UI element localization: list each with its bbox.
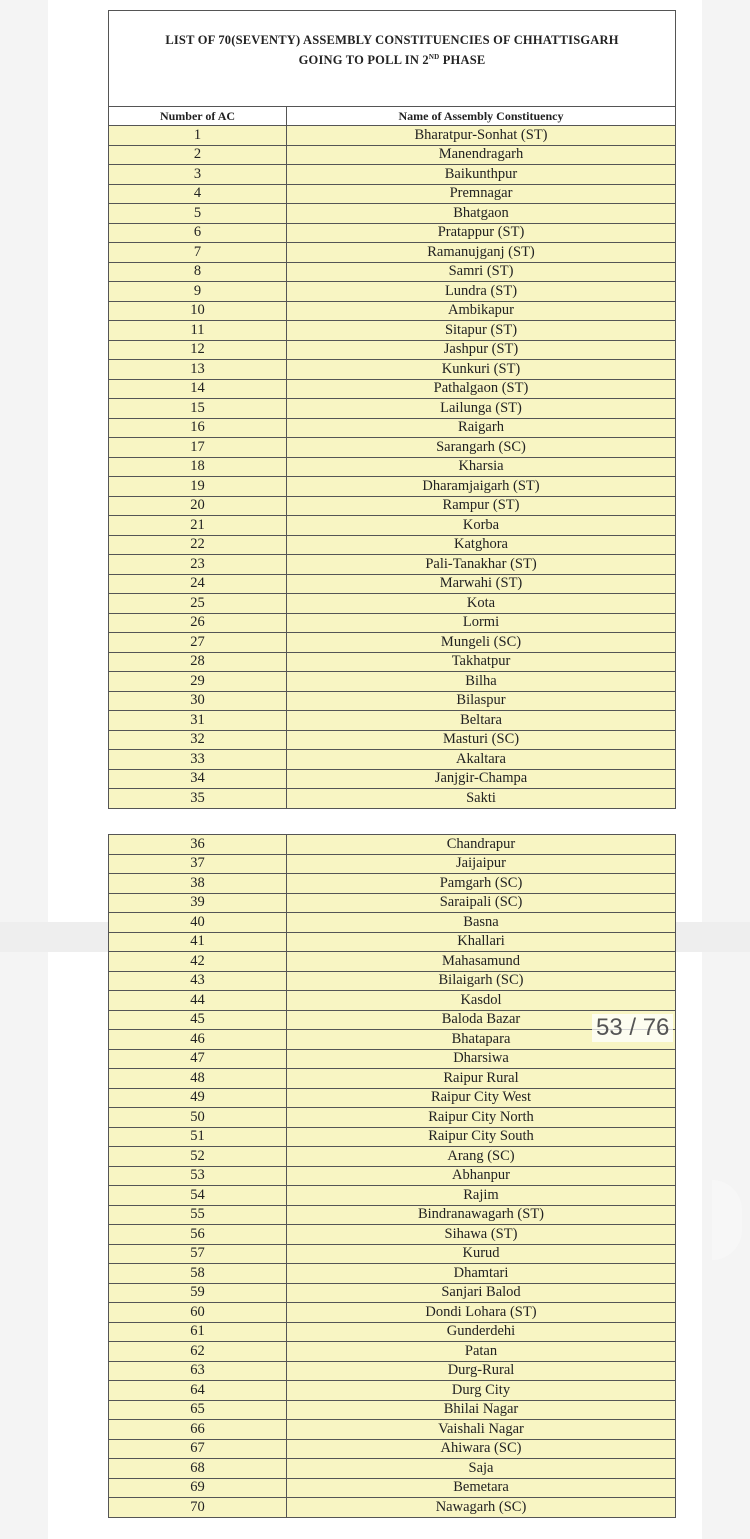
ac-name-cell: Bilaspur bbox=[287, 691, 676, 711]
table-row bbox=[109, 282, 676, 302]
ac-name-cell: Takhatpur bbox=[287, 652, 676, 672]
ac-number-cell: 42 bbox=[109, 952, 287, 972]
ac-number-cell: 37 bbox=[109, 854, 287, 874]
ac-number-cell: 39 bbox=[109, 893, 287, 913]
ac-name-cell: Ramanujganj (ST) bbox=[287, 243, 676, 263]
ac-number-cell: 35 bbox=[109, 789, 287, 809]
ac-name-cell: Sitapur (ST) bbox=[287, 321, 676, 341]
ac-name-cell: Saja bbox=[287, 1459, 676, 1479]
ac-number-cell: 1 bbox=[109, 126, 287, 146]
table-row bbox=[109, 1166, 676, 1186]
ac-name-cell: Nawagarh (SC) bbox=[287, 1498, 676, 1518]
ac-name-cell: Baikunthpur bbox=[287, 165, 676, 185]
ac-name-cell: Janjgir-Champa bbox=[287, 769, 676, 789]
ac-name-cell: Samri (ST) bbox=[287, 262, 676, 282]
ac-name-cell: Dharamjaigarh (ST) bbox=[287, 477, 676, 497]
table-row bbox=[109, 932, 676, 952]
ac-name-cell: Vaishali Nagar bbox=[287, 1420, 676, 1440]
ac-name-cell: Dondi Lohara (ST) bbox=[287, 1303, 676, 1323]
ac-number-cell: 8 bbox=[109, 262, 287, 282]
ac-number-cell: 10 bbox=[109, 301, 287, 321]
ac-number-cell: 57 bbox=[109, 1244, 287, 1264]
ac-number-cell: 18 bbox=[109, 457, 287, 477]
table-row bbox=[109, 1049, 676, 1069]
table-row bbox=[109, 184, 676, 204]
table-row bbox=[109, 750, 676, 770]
ac-name-cell: Korba bbox=[287, 516, 676, 536]
ac-name-cell: Durg City bbox=[287, 1381, 676, 1401]
ac-number-cell: 23 bbox=[109, 555, 287, 575]
ac-name-cell: Beltara bbox=[287, 711, 676, 731]
ac-name-cell: Raipur City South bbox=[287, 1127, 676, 1147]
table-row bbox=[109, 379, 676, 399]
table-row bbox=[109, 360, 676, 380]
table-row bbox=[109, 1127, 676, 1147]
ac-name-cell: Ahiwara (SC) bbox=[287, 1439, 676, 1459]
viewer-background-right bbox=[702, 0, 750, 1539]
table-row bbox=[109, 477, 676, 497]
ac-number-cell: 45 bbox=[109, 1010, 287, 1030]
ac-name-cell: Raigarh bbox=[287, 418, 676, 438]
ac-name-cell: Bemetara bbox=[287, 1478, 676, 1498]
ac-number-cell: 36 bbox=[109, 835, 287, 855]
ac-name-cell: Abhanpur bbox=[287, 1166, 676, 1186]
table-row bbox=[109, 1010, 676, 1030]
table-row bbox=[109, 1069, 676, 1089]
ac-name-cell: Mahasamund bbox=[287, 952, 676, 972]
header-number-of-ac: Number of AC bbox=[109, 107, 287, 126]
ac-name-cell: Raipur Rural bbox=[287, 1069, 676, 1089]
viewer-background-left bbox=[0, 0, 48, 1539]
ac-name-cell: Bhilai Nagar bbox=[287, 1400, 676, 1420]
ac-name-cell: Kota bbox=[287, 594, 676, 614]
ac-number-cell: 46 bbox=[109, 1030, 287, 1050]
table-row bbox=[109, 1088, 676, 1108]
table-row bbox=[109, 1478, 676, 1498]
table-row bbox=[109, 1361, 676, 1381]
table-row bbox=[109, 516, 676, 536]
ac-name-cell: Kunkuri (ST) bbox=[287, 360, 676, 380]
ac-number-cell: 40 bbox=[109, 913, 287, 933]
table-row bbox=[109, 613, 676, 633]
ac-name-cell: Dhamtari bbox=[287, 1264, 676, 1284]
ac-number-cell: 65 bbox=[109, 1400, 287, 1420]
table-row bbox=[109, 126, 676, 146]
ac-number-cell: 69 bbox=[109, 1478, 287, 1498]
ac-name-cell: Arang (SC) bbox=[287, 1147, 676, 1167]
table-row bbox=[109, 672, 676, 692]
ac-name-cell: Saraipali (SC) bbox=[287, 893, 676, 913]
ac-number-cell: 56 bbox=[109, 1225, 287, 1245]
ac-name-cell: Bilha bbox=[287, 672, 676, 692]
ac-number-cell: 49 bbox=[109, 1088, 287, 1108]
table-row bbox=[109, 633, 676, 653]
table-row bbox=[109, 301, 676, 321]
table-row bbox=[109, 496, 676, 516]
table-row bbox=[109, 769, 676, 789]
table-row bbox=[109, 165, 676, 185]
table-row bbox=[109, 243, 676, 263]
ac-number-cell: 50 bbox=[109, 1108, 287, 1128]
ac-number-cell: 3 bbox=[109, 165, 287, 185]
ac-name-cell: Mungeli (SC) bbox=[287, 633, 676, 653]
ac-name-cell: Bhatapara bbox=[287, 1030, 676, 1050]
table-row bbox=[109, 418, 676, 438]
table-row bbox=[109, 535, 676, 555]
ac-number-cell: 19 bbox=[109, 477, 287, 497]
table-row bbox=[109, 1342, 676, 1362]
ac-name-cell: Premnagar bbox=[287, 184, 676, 204]
table-row bbox=[109, 893, 676, 913]
ac-number-cell: 68 bbox=[109, 1459, 287, 1479]
ac-name-cell: Jaijaipur bbox=[287, 854, 676, 874]
ac-name-cell: Sakti bbox=[287, 789, 676, 809]
ac-number-cell: 21 bbox=[109, 516, 287, 536]
table-row bbox=[109, 321, 676, 341]
title-line-2-suffix: PHASE bbox=[439, 53, 486, 68]
title-line-2-prefix: GOING TO POLL IN 2 bbox=[298, 53, 429, 68]
ac-name-cell: Pali-Tanakhar (ST) bbox=[287, 555, 676, 575]
table-row bbox=[109, 1205, 676, 1225]
table-row bbox=[109, 1498, 676, 1518]
ac-number-cell: 67 bbox=[109, 1439, 287, 1459]
ac-number-cell: 13 bbox=[109, 360, 287, 380]
ac-number-cell: 33 bbox=[109, 750, 287, 770]
ac-number-cell: 30 bbox=[109, 691, 287, 711]
ac-number-cell: 44 bbox=[109, 991, 287, 1011]
ac-number-cell: 64 bbox=[109, 1381, 287, 1401]
table-row bbox=[109, 399, 676, 419]
ac-number-cell: 12 bbox=[109, 340, 287, 360]
ac-number-cell: 26 bbox=[109, 613, 287, 633]
ac-name-cell: Lundra (ST) bbox=[287, 282, 676, 302]
ac-number-cell: 61 bbox=[109, 1322, 287, 1342]
table-row bbox=[109, 574, 676, 594]
ac-number-cell: 31 bbox=[109, 711, 287, 731]
ac-name-cell: Bindranawagarh (ST) bbox=[287, 1205, 676, 1225]
table-row bbox=[109, 1420, 676, 1440]
ac-number-cell: 55 bbox=[109, 1205, 287, 1225]
table-row bbox=[109, 340, 676, 360]
ac-name-cell: Sarangarh (SC) bbox=[287, 438, 676, 458]
ac-name-cell: Raipur City North bbox=[287, 1108, 676, 1128]
ac-number-cell: 14 bbox=[109, 379, 287, 399]
ac-number-cell: 5 bbox=[109, 204, 287, 224]
ac-number-cell: 41 bbox=[109, 932, 287, 952]
table-row bbox=[109, 1303, 676, 1323]
table-row bbox=[109, 1186, 676, 1206]
table-row bbox=[109, 1147, 676, 1167]
ac-number-cell: 7 bbox=[109, 243, 287, 263]
table-row bbox=[109, 1381, 676, 1401]
table-row bbox=[109, 913, 676, 933]
ac-number-cell: 24 bbox=[109, 574, 287, 594]
ac-number-cell: 48 bbox=[109, 1069, 287, 1089]
ac-number-cell: 70 bbox=[109, 1498, 287, 1518]
table-row bbox=[109, 1030, 676, 1050]
ac-name-cell: Patan bbox=[287, 1342, 676, 1362]
ac-name-cell: Pratappur (ST) bbox=[287, 223, 676, 243]
ac-name-cell: Kharsia bbox=[287, 457, 676, 477]
title-line-2-sup: ND bbox=[428, 53, 440, 61]
table-row bbox=[109, 952, 676, 972]
ac-name-cell: Rampur (ST) bbox=[287, 496, 676, 516]
page-counter: 53 / 76 bbox=[592, 1014, 673, 1042]
table-row bbox=[109, 652, 676, 672]
ac-name-cell: Sihawa (ST) bbox=[287, 1225, 676, 1245]
ac-name-cell: Ambikapur bbox=[287, 301, 676, 321]
ac-number-cell: 17 bbox=[109, 438, 287, 458]
ac-name-cell: Rajim bbox=[287, 1186, 676, 1206]
ac-number-cell: 9 bbox=[109, 282, 287, 302]
ac-number-cell: 32 bbox=[109, 730, 287, 750]
table-row bbox=[109, 594, 676, 614]
document-title-box bbox=[108, 10, 676, 106]
ac-number-cell: 16 bbox=[109, 418, 287, 438]
table-row bbox=[109, 223, 676, 243]
constituency-table-page-2 bbox=[108, 834, 676, 1518]
ac-number-cell: 60 bbox=[109, 1303, 287, 1323]
table-row bbox=[109, 711, 676, 731]
ac-number-cell: 47 bbox=[109, 1049, 287, 1069]
ac-name-cell: Chandrapur bbox=[287, 835, 676, 855]
ac-name-cell: Kurud bbox=[287, 1244, 676, 1264]
ac-number-cell: 38 bbox=[109, 874, 287, 894]
ac-number-cell: 54 bbox=[109, 1186, 287, 1206]
ac-name-cell: Sanjari Balod bbox=[287, 1283, 676, 1303]
table-row bbox=[109, 1225, 676, 1245]
table-header-row bbox=[109, 107, 676, 126]
table-row bbox=[109, 691, 676, 711]
title-line-1: LIST OF 70(SEVENTY) ASSEMBLY CONSTITUENCIES OF CHHATTISGARH bbox=[165, 33, 619, 47]
ac-name-cell: Jashpur (ST) bbox=[287, 340, 676, 360]
table-row bbox=[109, 145, 676, 165]
table-row bbox=[109, 438, 676, 458]
ac-name-cell: Lormi bbox=[287, 613, 676, 633]
ac-number-cell: 34 bbox=[109, 769, 287, 789]
ac-name-cell: Basna bbox=[287, 913, 676, 933]
ac-name-cell: Dharsiwa bbox=[287, 1049, 676, 1069]
ac-number-cell: 6 bbox=[109, 223, 287, 243]
ac-name-cell: Raipur City West bbox=[287, 1088, 676, 1108]
ac-name-cell: Gunderdehi bbox=[287, 1322, 676, 1342]
ac-number-cell: 53 bbox=[109, 1166, 287, 1186]
ac-number-cell: 4 bbox=[109, 184, 287, 204]
ac-number-cell: 2 bbox=[109, 145, 287, 165]
ac-number-cell: 11 bbox=[109, 321, 287, 341]
ac-name-cell: Kasdol bbox=[287, 991, 676, 1011]
table-row bbox=[109, 204, 676, 224]
ac-number-cell: 63 bbox=[109, 1361, 287, 1381]
table-row bbox=[109, 835, 676, 855]
ac-name-cell: Lailunga (ST) bbox=[287, 399, 676, 419]
ac-number-cell: 62 bbox=[109, 1342, 287, 1362]
ac-number-cell: 52 bbox=[109, 1147, 287, 1167]
table-row bbox=[109, 1108, 676, 1128]
ac-name-cell: Baloda Bazar bbox=[287, 1010, 676, 1030]
ac-name-cell: Manendragarh bbox=[287, 145, 676, 165]
ac-name-cell: Bilaigarh (SC) bbox=[287, 971, 676, 991]
table-row bbox=[109, 1400, 676, 1420]
table-row bbox=[109, 1459, 676, 1479]
ac-number-cell: 59 bbox=[109, 1283, 287, 1303]
table-row bbox=[109, 262, 676, 282]
ac-name-cell: Bharatpur-Sonhat (ST) bbox=[287, 126, 676, 146]
ac-number-cell: 28 bbox=[109, 652, 287, 672]
table-row bbox=[109, 789, 676, 809]
ac-number-cell: 58 bbox=[109, 1264, 287, 1284]
ac-number-cell: 43 bbox=[109, 971, 287, 991]
ac-name-cell: Durg-Rural bbox=[287, 1361, 676, 1381]
ac-name-cell: Akaltara bbox=[287, 750, 676, 770]
table-row bbox=[109, 730, 676, 750]
ac-number-cell: 20 bbox=[109, 496, 287, 516]
table-row bbox=[109, 1264, 676, 1284]
table-row bbox=[109, 854, 676, 874]
ac-name-cell: Pamgarh (SC) bbox=[287, 874, 676, 894]
table-row bbox=[109, 457, 676, 477]
ac-name-cell: Marwahi (ST) bbox=[287, 574, 676, 594]
table-row bbox=[109, 555, 676, 575]
ac-number-cell: 25 bbox=[109, 594, 287, 614]
table-row bbox=[109, 971, 676, 991]
ac-number-cell: 27 bbox=[109, 633, 287, 653]
ac-name-cell: Bhatgaon bbox=[287, 204, 676, 224]
ac-name-cell: Khallari bbox=[287, 932, 676, 952]
title-line-2 bbox=[109, 53, 675, 68]
constituency-table-page-1 bbox=[108, 106, 676, 809]
ac-number-cell: 66 bbox=[109, 1420, 287, 1440]
ac-number-cell: 22 bbox=[109, 535, 287, 555]
table-row bbox=[109, 1283, 676, 1303]
table-row bbox=[109, 1244, 676, 1264]
ac-number-cell: 29 bbox=[109, 672, 287, 692]
ac-name-cell: Katghora bbox=[287, 535, 676, 555]
table-row bbox=[109, 991, 676, 1011]
ac-number-cell: 51 bbox=[109, 1127, 287, 1147]
table-row bbox=[109, 874, 676, 894]
header-constituency-name: Name of Assembly Constituency bbox=[287, 107, 676, 126]
ac-number-cell: 15 bbox=[109, 399, 287, 419]
ac-name-cell: Pathalgaon (ST) bbox=[287, 379, 676, 399]
table-row bbox=[109, 1322, 676, 1342]
table-row bbox=[109, 1439, 676, 1459]
ac-name-cell: Masturi (SC) bbox=[287, 730, 676, 750]
